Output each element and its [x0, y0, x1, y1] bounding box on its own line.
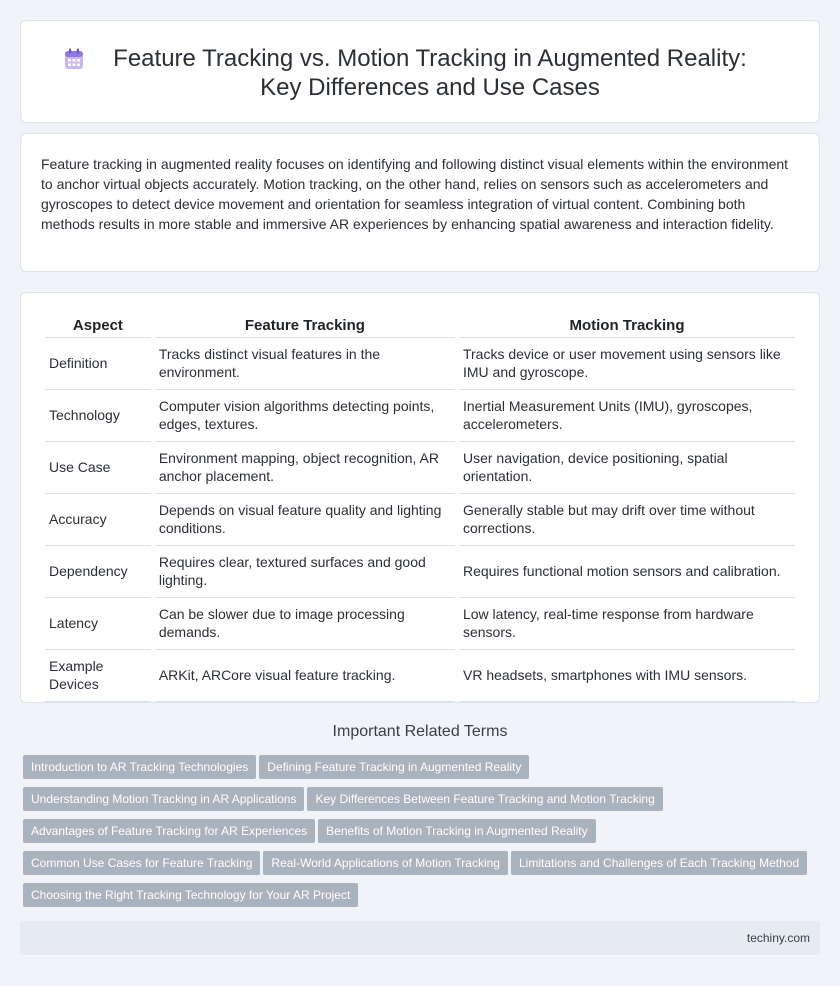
row-motion-cell: VR headsets, smartphones with IMU sensors.: [459, 650, 795, 702]
related-term-tag[interactable]: Advantages of Feature Tracking for AR Experiences: [23, 819, 315, 843]
table-header-row: [45, 313, 795, 338]
row-motion-cell: Requires functional motion sensors and calibration.: [459, 546, 795, 598]
row-aspect: Latency: [45, 598, 151, 650]
related-term-tag[interactable]: Choosing the Right Tracking Technology for Your AR Project: [23, 883, 358, 907]
footer-site[interactable]: techiny.com: [746, 931, 810, 945]
row-feature-cell: Environment mapping, object recognition, AR anchor placement.: [155, 442, 455, 494]
header-feature-tracking: Feature Tracking: [155, 313, 455, 338]
row-motion-cell: Generally stable but may drift over time without corrections.: [459, 494, 795, 546]
row-feature-cell: Can be slower due to image processing demands.: [155, 598, 455, 650]
intro-card: [20, 133, 820, 272]
row-feature-cell: ARKit, ARCore visual feature tracking.: [155, 650, 455, 702]
comparison-card: [20, 292, 820, 703]
row-motion-cell: Inertial Measurement Units (IMU), gyroscopes, accelerometers.: [459, 390, 795, 442]
related-term-tag[interactable]: Common Use Cases for Feature Tracking: [23, 851, 260, 875]
calendar-icon: [64, 48, 84, 70]
row-motion-cell: User navigation, device positioning, spatial orientation.: [459, 442, 795, 494]
table-row: [45, 494, 795, 546]
row-motion-cell: Low latency, real-time response from hardware sensors.: [459, 598, 795, 650]
intro-paragraph: Feature tracking in augmented reality focuses on identifying and following distinct visual elements within the environment to anchor virtual objects accurately. Motion tracking, on the other hand, relies on sensors such as accelerometers and gyroscopes to detect device movement and orientation for seamless integration of virtual content. Combining both methods results in more stable and immersive AR experiences by enhancing spatial awareness and interaction fidelity.: [41, 156, 789, 232]
related-term-tag[interactable]: Limitations and Challenges of Each Tracking Method: [511, 851, 807, 875]
row-aspect: Example Devices: [45, 650, 151, 702]
row-feature-cell: Requires clear, textured surfaces and good lighting.: [155, 546, 455, 598]
row-feature-cell: Tracks distinct visual features in the environment.: [155, 338, 455, 390]
row-feature-cell: Computer vision algorithms detecting points, edges, textures.: [155, 390, 455, 442]
page-title: Feature Tracking vs. Motion Tracking in Augmented Reality: Key Differences and Use Cases: [113, 45, 747, 101]
footer: [20, 921, 820, 955]
related-term-tag[interactable]: Benefits of Motion Tracking in Augmented Reality: [318, 819, 595, 843]
row-aspect: Technology: [45, 390, 151, 442]
related-terms-list: [23, 755, 823, 915]
table-row: [45, 598, 795, 650]
related-term-tag[interactable]: Introduction to AR Tracking Technologies: [23, 755, 256, 779]
related-term-tag[interactable]: Understanding Motion Tracking in AR Applications: [23, 787, 304, 811]
related-term-tag[interactable]: Defining Feature Tracking in Augmented Reality: [259, 755, 529, 779]
table-row: [45, 442, 795, 494]
row-aspect: Dependency: [45, 546, 151, 598]
table-row: [45, 650, 795, 702]
related-term-tag[interactable]: Real-World Applications of Motion Tracking: [263, 851, 508, 875]
table-row: [45, 390, 795, 442]
row-feature-cell: Depends on visual feature quality and lighting conditions.: [155, 494, 455, 546]
header-motion-tracking: Motion Tracking: [459, 313, 795, 338]
table-row: [45, 338, 795, 390]
row-aspect: Use Case: [45, 442, 151, 494]
row-motion-cell: Tracks device or user movement using sensors like IMU and gyroscope.: [459, 338, 795, 390]
related-terms-heading: Important Related Terms: [332, 723, 508, 740]
row-aspect: Accuracy: [45, 494, 151, 546]
table-row: [45, 546, 795, 598]
comparison-table: [41, 313, 799, 702]
related-term-tag[interactable]: Key Differences Between Feature Tracking and Motion Tracking: [307, 787, 662, 811]
header-aspect: Aspect: [45, 313, 151, 338]
row-aspect: Definition: [45, 338, 151, 390]
title-card: [20, 20, 820, 123]
